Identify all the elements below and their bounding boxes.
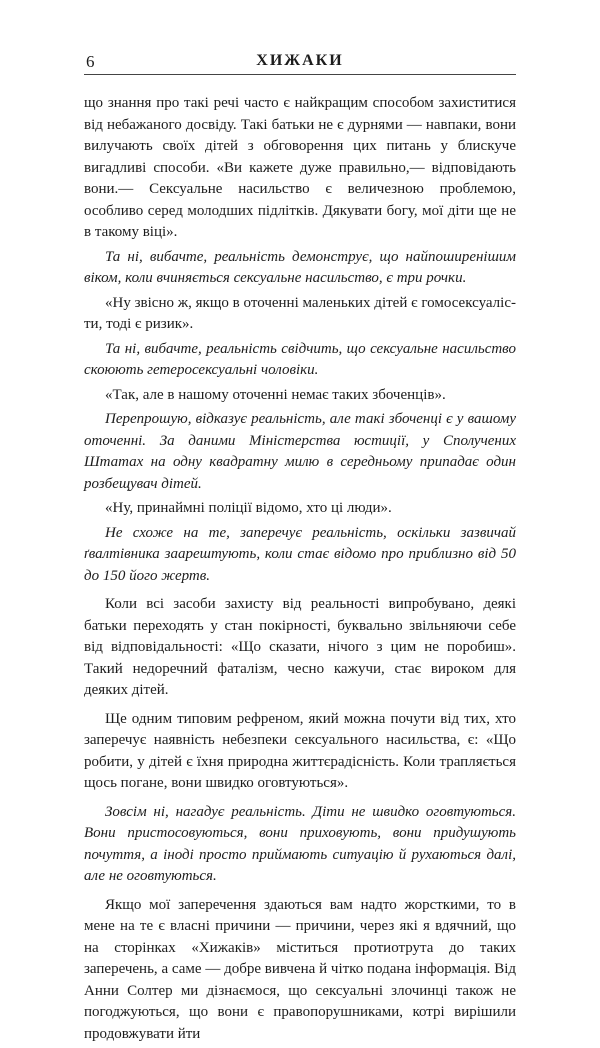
paragraph-italic: Не схоже на те, заперечує реальність, оскільки зазвичай ґвалтівника заарештують, коли стає відомо про приблизно від 50 до 150 його жертв.	[84, 524, 516, 584]
body-text	[84, 93, 516, 1048]
page-number: 6	[86, 52, 95, 71]
paragraph-italic: Та ні, вибачте, реальність демонструє, що найпоширенішим віком, коли вчиняється сексуальне насильство, є три рочки.	[84, 248, 516, 286]
paragraph: що знання про такі речі часто є найкращим способом захиститися від небажаного досвіду. Такі батьки не є дурнями — навпаки, вони вилучають своїх дітей з обговорення цих питань у блискуче вигадливі способи. «Ви кажете дуже правильно,— відповідають вони.— Сексуальне насильство є величезною проблемою, особливо серед молодших підлітків. Дякувати богу, мої діти ще не в такому віці».	[84, 95, 516, 240]
paragraph: «Так, але в нашому оточенні немає таких збоченців».	[105, 386, 446, 403]
paragraph: «Ну звісно ж, якщо в оточенні маленьких дітей є гомосексуалісти, тоді є ризик».	[84, 294, 516, 332]
page-header	[84, 52, 516, 75]
paragraph: «Ну, принаймні поліції відомо, хто ці люди».	[105, 500, 392, 516]
paragraph-italic: Та ні, вибачте, реальність свідчить, що сексуальне насильство скоюють гетеросексуальні чоловіки.	[84, 340, 516, 378]
paragraph-italic: Зовсім ні, нагадує реальність. Діти не швидко оговтуються. Вони пристосовуються, вони приховують, вони придушують почуття, а іноді просто приймають ситуацію й рухаються далі, але не оговтуються.	[84, 803, 516, 884]
paragraph-italic: Перепрошую, відказує реальність, але такі збоченці є у вашому оточенні. За даними Міністерства юстиції, у Сполучених Штатах на одну квадратну милю в середньому припадає один розбещувач дітей.	[84, 411, 516, 492]
paragraph: Коли всі засоби захисту від реальності випробувано, деякі батьки переходять у стан покірності, буквально звільняючи себе від відповідальності: «Що сказати, нічого з цим не поробиш». Такий недоречний фаталізм, чесно кажучи, стає вироком для деяких дітей.	[84, 596, 516, 698]
paragraph: Ще одним типовим рефреном, який можна почути від тих, хто заперечує наявність небезпеки сексуального насильства, є: «Що робити, у дітей є їхня природна життєрадісність. Коли трапляється щось погане, вони швидко оговтуються».	[84, 710, 516, 791]
paragraph: Якщо мої заперечення здаються вам надто жорсткими, то в мене на те є власні причини — причини, через які я вдячний, що на сторінках «Хижаків» міститься протиотрута до таких заперечень, а саме — добре вивчена й чітко подана інформація. Від Анни Солтер ми дізнаємося, що сексуальні злочинці також не погоджуються, що вони є правопорушниками, котрі вирішили продовжувати йти	[84, 896, 516, 1042]
running-title: ХИЖАКИ	[256, 52, 344, 69]
